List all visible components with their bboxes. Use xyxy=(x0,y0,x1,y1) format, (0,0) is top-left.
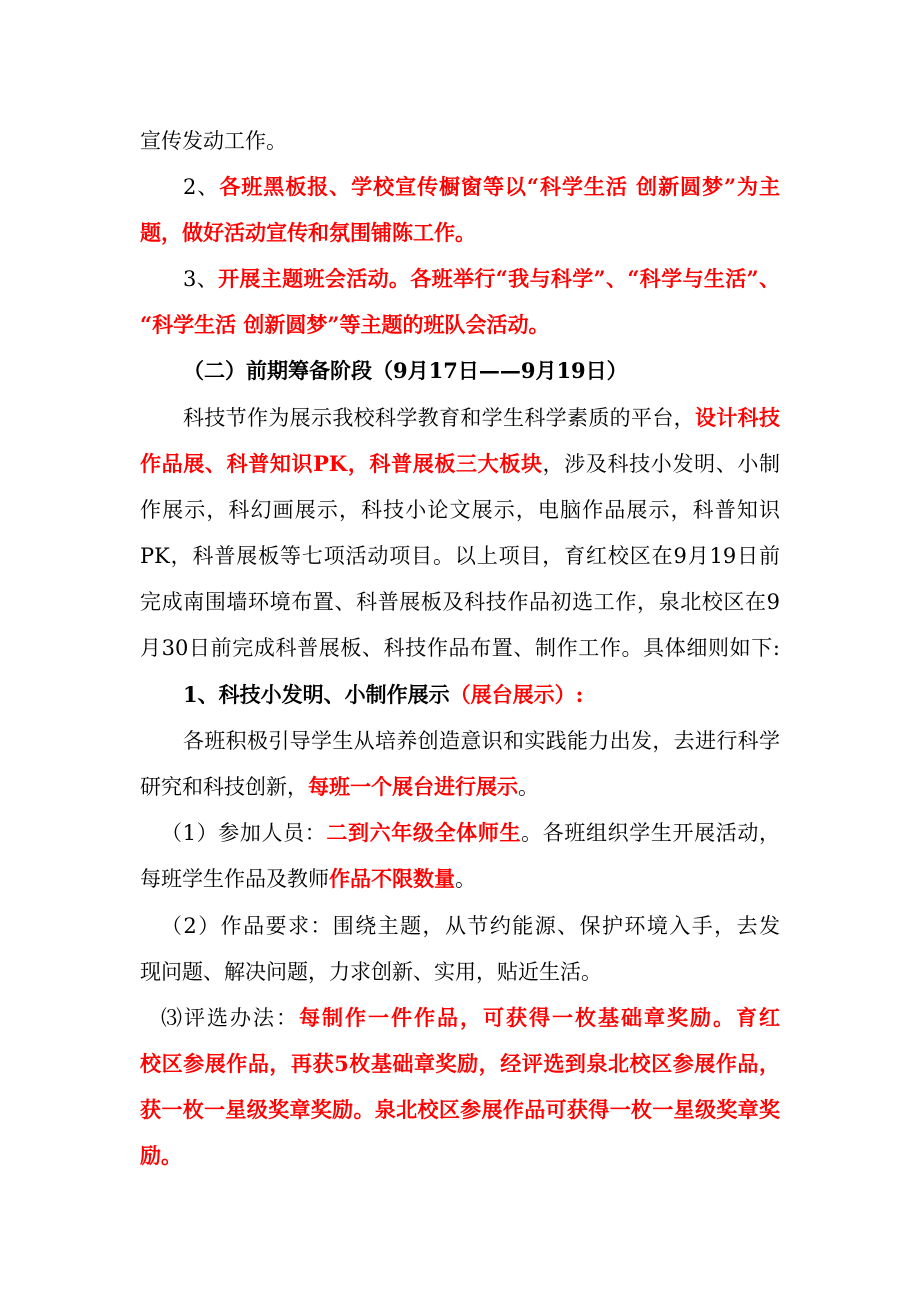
text-line: 宣传发动工作。 xyxy=(140,129,287,153)
text-line: 获一枚一星级奖章奖励。泉北校区参展作品可获得一枚一星级奖章奖 xyxy=(140,1097,780,1122)
text-line: 各班积极引导学生从培养创造意识和实践能力出发，去进行科学 xyxy=(183,729,780,753)
text-line: 现问题、解决问题，力求创新、实用，贴近生活。 xyxy=(140,960,602,984)
text-line: 校区参展作品，再获5枚基础章奖励，经评选到泉北校区参展作品， xyxy=(140,1051,780,1076)
text-line: PK，科普展板等七项活动项目。以上项目，育红校区在9月19日前 xyxy=(140,544,780,568)
text-line: “科学生活 创新圆梦”等主题的班队会活动。 xyxy=(140,312,550,337)
list-item-3: 3、开展主题班会活动。各班举行“我与科学”、“科学与生活”、 xyxy=(183,266,780,291)
text-line: 题，做好活动宣传和氛围铺陈工作。 xyxy=(140,220,476,245)
list-item: ⑶评选办法：每制作一件作品，可获得一枚基础章奖励。育红 xyxy=(161,1005,780,1030)
text-line: 完成南围墙环境布置、科普展板及科技作品初选工作，泉北校区在9 xyxy=(140,590,780,614)
text-line: 月30日前完成科普展板、科技作品布置、制作工作。具体细则如下: xyxy=(140,636,780,660)
text-line: 每班学生作品及教师作品不限数量。 xyxy=(140,866,476,891)
list-item: （2）作品要求：围绕主题，从节约能源、保护环境入手，去发 xyxy=(161,914,780,938)
text-line: 作品展、科普知识PK，科普展板三大板块，涉及科技小发明、小制 xyxy=(140,451,781,476)
text-line: 科技节作为展示我校科学教育和学生科学素质的平台，设计科技 xyxy=(183,405,780,430)
list-item: （1）参加人员：二到六年级全体师生。各班组织学生开展活动， xyxy=(161,820,781,845)
text-line: 作展示，科幻画展示，科技小论文展示，电脑作品展示，科普知识 xyxy=(140,498,780,522)
subsection-heading: 1、科技小发明、小制作展示（展台展示）: xyxy=(183,682,584,707)
section-heading: （二）前期筹备阶段（9月17日——9月19日） xyxy=(183,358,628,383)
text-line: 研究和科技创新，每班一个展台进行展示。 xyxy=(140,774,539,799)
list-item-2: 2、各班黑板报、学校宣传橱窗等以“科学生活 创新圆梦”为主 xyxy=(183,174,780,199)
text-line: 励。 xyxy=(140,1143,182,1168)
